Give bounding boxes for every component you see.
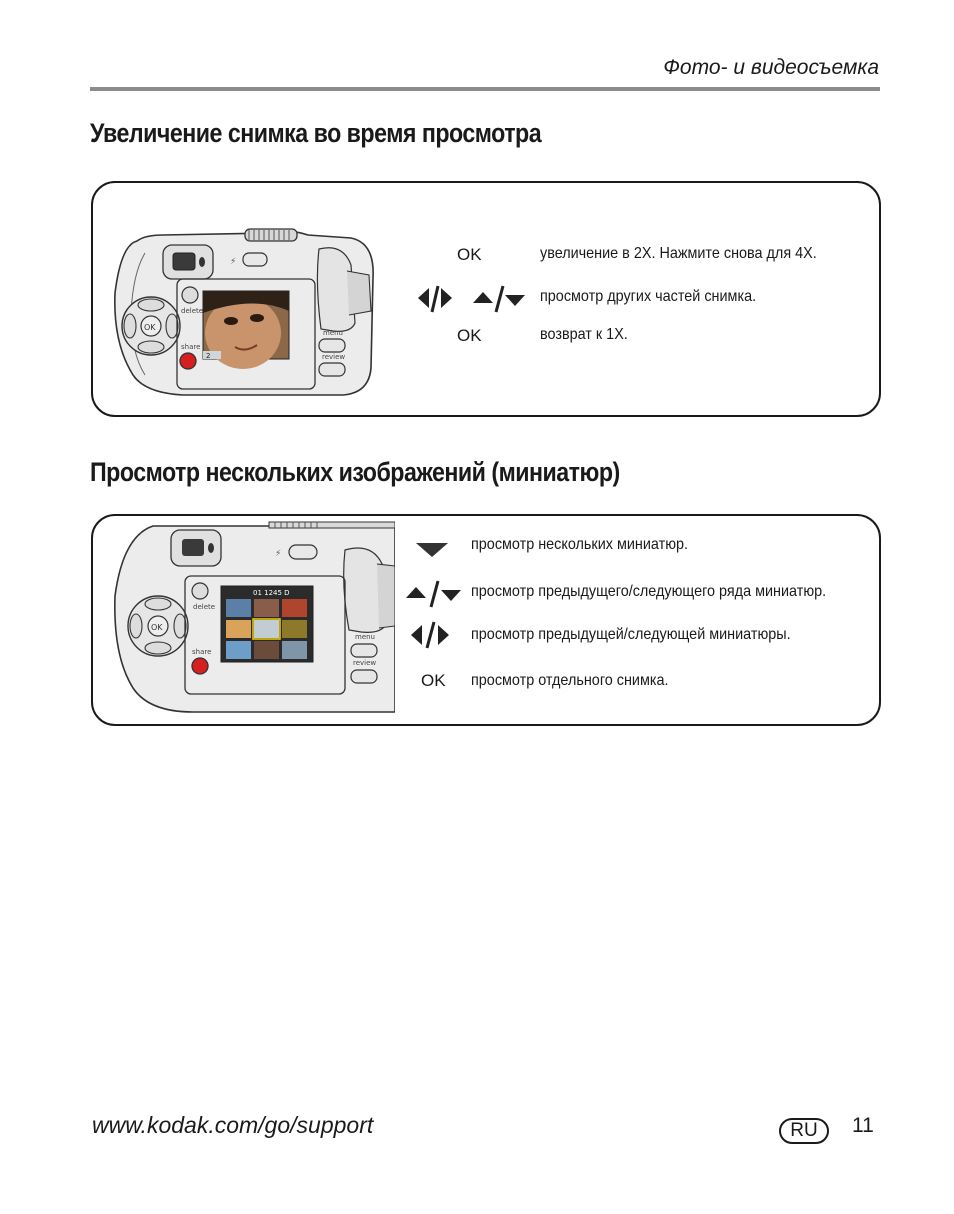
section-title-zoom: Увеличение снимка во время просмотра [90,118,542,148]
zoom-instruction-box [91,181,881,417]
delete-label: delete [181,307,204,315]
camera-illustration-zoom [93,183,393,415]
section-title-thumbnails: Просмотр нескольких изображений (миниатюр) [90,457,620,487]
review-label: review [322,353,346,361]
key-ok-reset: OK [457,326,482,345]
key-ok-single: OK [421,671,446,690]
ok-button-label: OK [151,623,163,632]
menu-label: menu [323,329,343,337]
arrows-left-right-icon [410,620,454,650]
key-ok-zoom: OK [457,245,482,264]
share-label: share [192,648,212,656]
instruction-show-thumbnails: просмотр нескольких миниатюр. [471,536,689,553]
language-badge: RU [779,1118,829,1144]
instruction-prev-next-thumbnail: просмотр предыдущей/следующей миниатюры. [471,626,791,643]
instruction-prev-next-row: просмотр предыдущего/следующего ряда миниатюр. [471,583,827,600]
support-url[interactable]: www.kodak.com/go/support [92,1112,374,1138]
svg-text:⚡: ⚡ [230,257,237,267]
page-number: 11 [852,1114,874,1137]
arrows-up-down-icon [405,578,465,608]
ok-button-label: OK [144,323,156,332]
instruction-zoom-2x: увеличение в 2X. Нажмите снова для 4X. [540,245,817,262]
instruction-pan: просмотр других частей снимка. [540,288,757,305]
camera-illustration-thumbnails [93,516,395,724]
header-rule [90,87,880,91]
review-label: review [353,659,377,667]
chapter-title: Фото- и видеосъемка [663,56,879,79]
thumbnail-status-bar: 01 1245 D [253,589,290,597]
delete-label: delete [193,603,216,611]
zoom-badge: 2 [206,352,211,360]
share-label: share [181,343,201,351]
instruction-reset: возврат к 1X. [540,326,628,343]
svg-text:⚡: ⚡ [275,549,282,559]
arrow-down-icon [415,541,449,559]
thumbnails-instruction-box [91,514,881,726]
arrows-all-icon [417,284,529,314]
menu-label: menu [355,633,375,641]
instruction-single-picture: просмотр отдельного снимка. [471,672,669,689]
